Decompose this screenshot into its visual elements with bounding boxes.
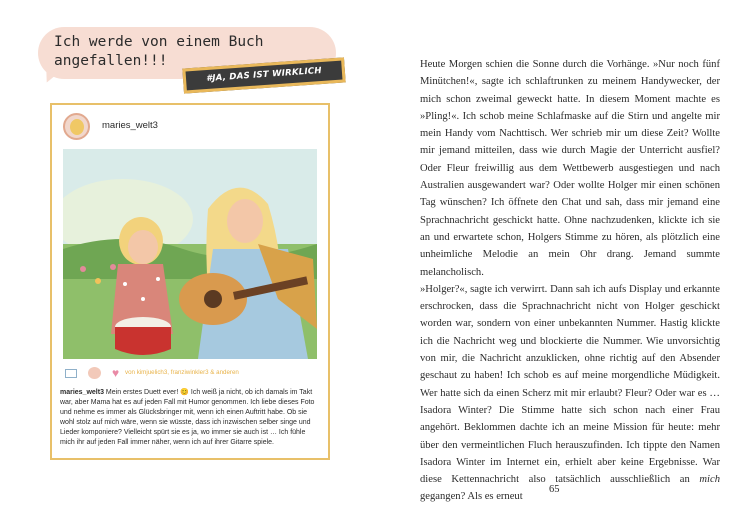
- paragraph-2-start: »Holger?«, sagte ich verwirrt. Dann sah ich aufs Display und erkannte erschrocken, dass die Sprachnachricht nicht von Holger geschickt worden war, sondern von einer unbekannten Nummer. Hastig klickte ich die Nachricht weg und blockierte die Nummer. Wie unvorsichtig von mir, die Nachricht anzuklicken, ohne richtig auf den Absender geschaut zu haben! Ich schob es auf meine morgendliche Müdigkeit. Wer hatte sich da einen Scherz mit mir erlaubt? Fleur? Oder war es … Isadora Winter? Die Stimme hatte sich schon nach einer Frau angehört. Beklommen dachte ich an meine Mission für heute: mehr über den vermeintlichen Fluch herauszufinden. Ich tippte den Namen Isadora Winter im Internet ein, erhielt aber keine Ergebnisse. War diese Kettennachricht also tatsächlich ausschließlich an: [420, 283, 720, 486]
- comment-bubble-icon[interactable]: [88, 367, 101, 379]
- post-username[interactable]: maries_welt3: [102, 120, 158, 131]
- body-text: [420, 56, 720, 506]
- page-number: 65: [549, 484, 560, 495]
- right-page: [375, 0, 750, 531]
- post-actions: [65, 367, 320, 383]
- caption-username[interactable]: maries_welt3: [60, 389, 104, 396]
- hashtag-label: #JA, DAS IST WIRKLICH PASSIERT: [182, 57, 345, 93]
- post-caption: [60, 388, 322, 447]
- avatar[interactable]: [63, 113, 90, 140]
- emphasis: mich: [699, 474, 720, 486]
- speech-bubble-text: Ich werde von einem Buch angefallen!!!: [54, 34, 264, 69]
- social-post-card: [50, 103, 330, 460]
- caption-text: Mein erstes Duett ever! 😊 Ich weiß ja nicht, ob ich damals im Takt war, aber Mama hat es auf jeden Fall mit Humor genommen. Ich liebe dieses Foto und nehme es immer als Glücksbringer mit, wenn ich einen Auftritt habe. Ob sie wohl stolz auf mich wäre, wenn sie wüsste, dass ich inzwischen selber singe und Lieder komponiere? Vielleicht spürt sie es ja, wo immer sie auch ist … Ich fühle mich ihr auf jeden Fall immer näher, wenn ich auf ihrer Gitarre spiele.: [60, 389, 315, 446]
- paragraph-1: Heute Morgen schien die Sonne durch die Vorhänge. »Nur noch fünf Minütchen!«, sagte ich schlaftrunken zu meinem Handywecker, der mich schon zweimal geweckt hatte. In diesem Moment machte es »Pling!«. Ich schob meine Schlafmaske auf die Stirn und angelte mir mein Handy vom Nachttisch. Wer schrieb mir um diese Zeit? Wollte mir jemand mitteilen, dass wie durch Magie der Unterricht ausfiel? Oder Fleur freiwillig aus dem Wettbewerb ausgestiegen und nach Australien ausgewandert war? Oder wollte Holger mir einen schönen Tag wünschen? Ich öffnete den Chat und sah, dass mir jemand eine Sprachnachricht geschickt hatte. Ohne nachzudenken, klickte ich sie an und erwartete schon, Holgers Stimme zu hören, als plötzlich eine unheimliche Melodie an mein Ohr drang. Jemand summte melancholisch.: [420, 59, 720, 278]
- post-illustration: [63, 149, 317, 359]
- liked-by-text: von kimjuelich3, franziwinkler3 & anderen: [125, 369, 239, 376]
- envelope-icon[interactable]: [65, 369, 77, 378]
- paragraph-2: [420, 281, 720, 506]
- heart-icon[interactable]: ♥: [112, 366, 120, 380]
- paragraph-2-end: gegangen? Als es erneut: [420, 491, 523, 503]
